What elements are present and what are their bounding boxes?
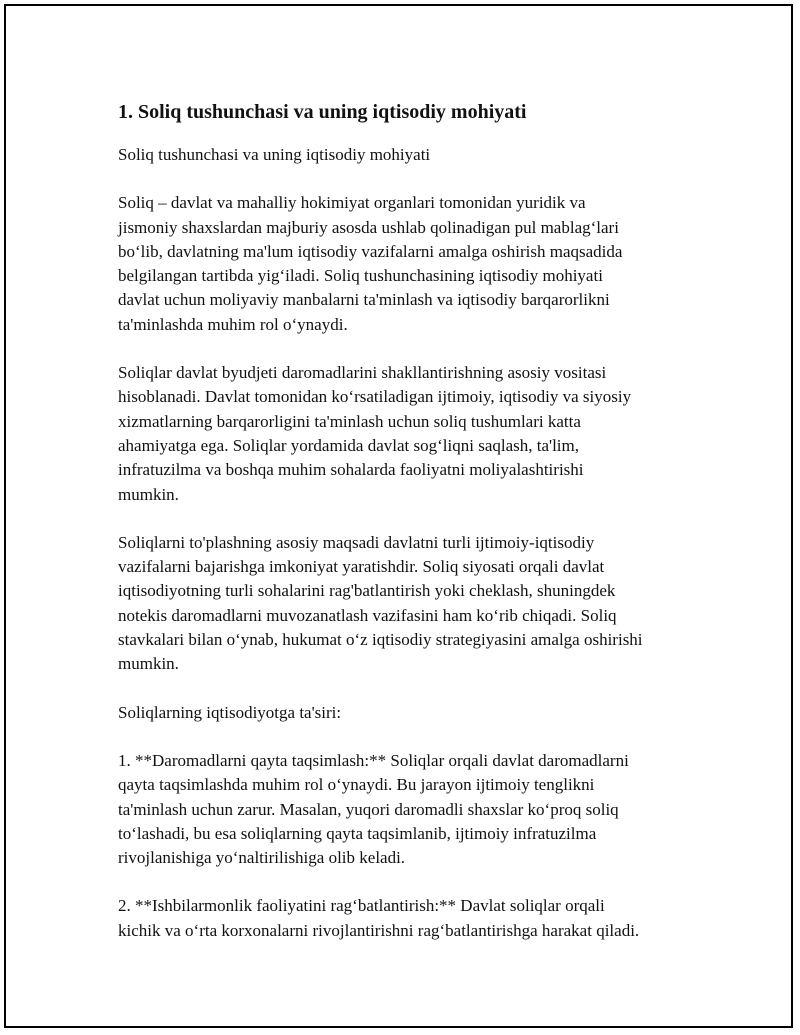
text-line: ahamiyatga ega. Soliqlar yordamida davlat sog‘liqni saqlash, ta'lim,: [118, 435, 580, 455]
text-line: mumkin.: [118, 484, 179, 504]
paragraph: [118, 894, 698, 943]
text-line: kichik va o‘rta korxonalarni rivojlantirishni rag‘batlantirishga harakat qiladi.: [118, 920, 640, 940]
document-content: [118, 99, 698, 967]
text-line: notekis daromadlarni muvozanatlash vazifasini ham ko‘rib chiqadi. Soliq: [118, 605, 617, 625]
text-line: xizmatlarning barqarorligini ta'minlash uchun soliq tushumlari katta: [118, 411, 581, 431]
text-line: Soliqlarni to'plashning asosiy maqsadi davlatni turli ijtimoiy-iqtisodiy: [118, 532, 595, 552]
text-line: Soliqlar davlat byudjeti daromadlarini shakllantirishning asosiy vositasi: [118, 363, 607, 383]
paragraph: [118, 749, 698, 870]
text-line: 1. **Daromadlarni qayta taqsimlash:** Soliqlar orqali davlat daromadlarni: [118, 750, 629, 770]
text-line: ta'minlashda muhim rol o‘ynaydi.: [118, 314, 348, 334]
paragraph: [118, 191, 698, 337]
document-page: [4, 4, 793, 1028]
text-line: to‘lashadi, bu esa soliqlarning qayta taqsimlanib, ijtimoiy infratuzilma: [118, 823, 597, 843]
text-line: Soliq tushunchasi va uning iqtisodiy mohiyati: [118, 145, 431, 164]
text-line: 2. **Ishbilarmonlik faoliyatini rag‘batlantirish:** Davlat soliqlar orqali: [118, 896, 605, 916]
text-line: bo‘lib, davlatning ma'lum iqtisodiy vazifalarni amalga oshirish maqsadida: [118, 241, 623, 261]
text-line: mumkin.: [118, 654, 179, 674]
text-line: hisoblanadi. Davlat tomonidan ko‘rsatiladigan ijtimoiy, iqtisodiy va siyosiy: [118, 387, 632, 407]
text-line: Soliqlarning iqtisodiyotga ta'siri:: [118, 702, 342, 722]
text-line: Soliq – davlat va mahalliy hokimiyat organlari tomonidan yuridik va: [118, 193, 586, 213]
text-line: belgilangan tartibda yig‘iladi. Soliq tushunchasining iqtisodiy mohiyati: [118, 266, 603, 286]
text-line: stavkalari bilan o‘ynab, hukumat o‘z iqtisodiy strategiyasini amalga oshirishi: [118, 630, 643, 650]
text-line: infratuzilma va boshqa muhim sohalarda faoliyatni moliyalashtirishi: [118, 460, 584, 480]
text-line: iqtisodiyotning turli sohalarini rag'batlantirish yoki cheklash, shuningdek: [118, 581, 616, 601]
text-line: qayta taqsimlashda muhim rol o‘ynaydi. Bu jarayon ijtimoiy tenglikni: [118, 775, 595, 795]
text-line: rivojlanishiga yo‘naltirilishiga olib keladi.: [118, 848, 406, 868]
paragraph: [118, 531, 698, 677]
text-line: davlat uchun moliyaviy manbalarni ta'minlash va iqtisodiy barqarorlikni: [118, 290, 610, 310]
paragraph: [118, 701, 698, 725]
text-line: ta'minlash uchun zarur. Masalan, yuqori daromadli shaxslar ko‘proq soliq: [118, 799, 619, 819]
text-line: vazifalarni bajarishga imkoniyat yaratishdir. Soliq siyosati orqali davlat: [118, 557, 605, 577]
document-title: 1. Soliq tushunchasi va uning iqtisodiy mohiyati: [118, 101, 527, 123]
paragraph: [118, 143, 698, 167]
text-line: jismoniy shaxslardan majburiy asosda ushlab qolinadigan pul mablag‘lari: [118, 217, 619, 237]
paragraph: [118, 361, 698, 507]
